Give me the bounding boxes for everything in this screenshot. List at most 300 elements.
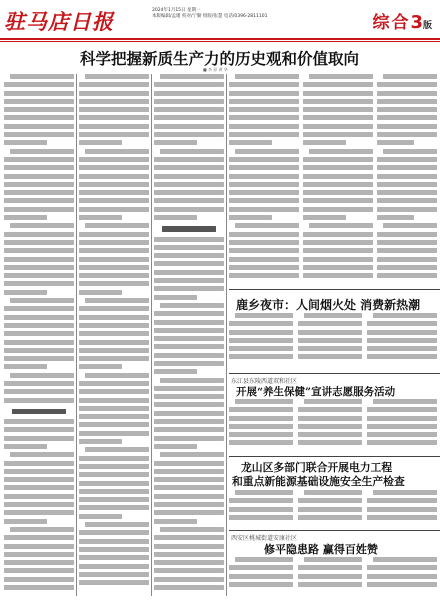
body-text-line bbox=[154, 353, 224, 358]
body-text-line bbox=[154, 91, 224, 96]
body-text-line bbox=[79, 340, 149, 345]
body-text-line bbox=[154, 469, 224, 474]
body-text-line bbox=[303, 157, 373, 162]
body-text-line bbox=[229, 432, 293, 437]
body-text-line bbox=[79, 99, 149, 104]
body-text-line bbox=[367, 354, 437, 359]
article4-column-3 bbox=[367, 490, 437, 528]
body-text-line bbox=[229, 407, 293, 412]
body-text-line bbox=[367, 407, 437, 412]
body-text-line bbox=[79, 315, 149, 320]
body-text-line bbox=[154, 436, 224, 441]
body-text-line bbox=[85, 522, 149, 527]
body-text-line bbox=[4, 568, 74, 573]
body-text-line bbox=[4, 207, 74, 212]
body-text-line bbox=[154, 115, 224, 120]
body-text-line bbox=[79, 381, 149, 386]
body-text-line bbox=[367, 574, 437, 579]
body-text-line bbox=[377, 174, 437, 179]
body-text-line bbox=[229, 257, 299, 262]
body-text-line bbox=[154, 369, 197, 374]
body-text-line bbox=[367, 440, 437, 445]
body-text-line bbox=[229, 82, 299, 87]
article5-column-3 bbox=[367, 557, 437, 596]
article3-column-3 bbox=[367, 399, 437, 453]
body-text-line bbox=[10, 223, 74, 228]
body-text-line bbox=[303, 240, 373, 245]
article2-column-1 bbox=[229, 313, 293, 371]
body-text-line bbox=[377, 198, 437, 203]
article-divider bbox=[229, 289, 440, 290]
body-text-line bbox=[79, 207, 149, 212]
article5-kicker: 西安区桃城街道安康社区 bbox=[231, 535, 298, 542]
body-text-line bbox=[4, 215, 47, 220]
body-text-line bbox=[4, 290, 47, 295]
body-text-line bbox=[79, 248, 149, 253]
body-text-line bbox=[235, 557, 293, 562]
body-text-line bbox=[377, 157, 437, 162]
body-text-line bbox=[4, 364, 47, 369]
body-text-line bbox=[4, 340, 74, 345]
body-text-line bbox=[10, 527, 74, 532]
body-text-line bbox=[298, 321, 362, 326]
body-text-line bbox=[367, 432, 437, 437]
body-text-line bbox=[229, 165, 299, 170]
body-text-line bbox=[235, 74, 299, 79]
lead-column-6 bbox=[377, 74, 437, 286]
body-text-line bbox=[79, 422, 149, 427]
body-text-line bbox=[79, 257, 149, 262]
body-text-line bbox=[367, 498, 437, 503]
body-text-line bbox=[303, 140, 346, 145]
body-text-line bbox=[229, 582, 293, 587]
body-text-line bbox=[4, 510, 74, 515]
body-text-line bbox=[85, 373, 149, 378]
body-text-line bbox=[229, 424, 293, 429]
body-text-line bbox=[4, 257, 74, 262]
article5-title: 修平隐患路 赢得百姓赞 bbox=[264, 543, 378, 556]
article4-column-2 bbox=[298, 490, 362, 528]
body-text-line bbox=[229, 354, 293, 359]
body-text-line bbox=[229, 273, 299, 278]
body-text-line bbox=[303, 132, 373, 137]
body-text-line bbox=[303, 165, 373, 170]
article-divider bbox=[229, 530, 440, 531]
body-text-line bbox=[303, 91, 373, 96]
body-text-line bbox=[303, 174, 373, 179]
body-text-line bbox=[154, 157, 224, 162]
body-text-line bbox=[79, 290, 122, 295]
body-text-line bbox=[377, 82, 437, 87]
body-text-line bbox=[235, 223, 299, 228]
body-text-line bbox=[79, 331, 149, 336]
body-text-line bbox=[154, 245, 224, 250]
body-text-line bbox=[154, 568, 224, 573]
body-text-line bbox=[229, 248, 299, 253]
body-text-line bbox=[79, 182, 149, 187]
editor-line: 本版编辑/孟瑾 校对/宁勤 组版/张慧 电话/0396-2811101 bbox=[152, 14, 268, 19]
body-text-line bbox=[4, 461, 74, 466]
body-text-line bbox=[229, 91, 299, 96]
lead-column-4 bbox=[229, 74, 299, 286]
body-text-line bbox=[79, 572, 149, 577]
body-text-line bbox=[79, 157, 149, 162]
body-text-line bbox=[377, 240, 437, 245]
body-text-line bbox=[229, 174, 299, 179]
body-text-line bbox=[229, 207, 299, 212]
body-text-line bbox=[79, 505, 149, 510]
body-text-line bbox=[229, 265, 299, 270]
body-text-line bbox=[160, 303, 224, 308]
body-text-line bbox=[303, 215, 346, 220]
body-text-line bbox=[154, 320, 224, 325]
body-text-line bbox=[4, 469, 74, 474]
body-text-line bbox=[4, 444, 47, 449]
body-text-line bbox=[160, 74, 224, 79]
body-text-line bbox=[79, 472, 149, 477]
body-text-line bbox=[377, 165, 437, 170]
body-text-line bbox=[4, 419, 74, 424]
body-text-line bbox=[154, 165, 224, 170]
article3-kicker: 东江县东陵西道双和社区 bbox=[231, 378, 298, 385]
body-text-line bbox=[154, 82, 224, 87]
body-text-line bbox=[298, 565, 362, 570]
body-text-line bbox=[4, 182, 74, 187]
column-divider bbox=[151, 74, 152, 596]
body-text-line bbox=[4, 323, 74, 328]
article3-column-2 bbox=[298, 399, 362, 453]
body-text-line bbox=[4, 124, 74, 129]
body-text-line bbox=[229, 338, 293, 343]
body-text-line bbox=[303, 182, 373, 187]
body-text-line bbox=[79, 514, 122, 519]
body-text-line bbox=[303, 198, 373, 203]
body-text-line bbox=[4, 107, 74, 112]
body-text-line bbox=[303, 190, 373, 195]
body-text-line bbox=[79, 539, 149, 544]
body-text-line bbox=[4, 190, 74, 195]
body-text-line bbox=[229, 574, 293, 579]
column-divider bbox=[226, 74, 227, 596]
body-text-line bbox=[303, 273, 373, 278]
body-text-line bbox=[367, 507, 437, 512]
body-text-line bbox=[79, 281, 149, 286]
body-text-line bbox=[79, 414, 149, 419]
article3-column-1 bbox=[229, 399, 293, 453]
body-text-line bbox=[367, 424, 437, 429]
body-text-line bbox=[367, 338, 437, 343]
body-text-line bbox=[298, 330, 362, 335]
article2-column-3 bbox=[367, 313, 437, 371]
body-text-line bbox=[154, 190, 224, 195]
lead-article-title: 科学把握新质生产力的历史观和价值取向 bbox=[80, 49, 360, 68]
body-text-line bbox=[154, 253, 224, 258]
article-divider bbox=[229, 456, 440, 457]
body-text-line bbox=[79, 140, 122, 145]
body-text-line bbox=[229, 115, 299, 120]
body-text-line bbox=[160, 149, 224, 154]
masthead bbox=[0, 0, 440, 40]
body-text-line bbox=[154, 344, 224, 349]
body-text-line bbox=[79, 132, 149, 137]
body-text-line bbox=[154, 485, 224, 490]
body-text-line bbox=[79, 165, 149, 170]
body-text-line bbox=[377, 124, 437, 129]
body-text-line bbox=[298, 582, 362, 587]
body-text-line bbox=[298, 424, 362, 429]
body-text-line bbox=[373, 399, 437, 404]
body-text-line bbox=[154, 278, 224, 283]
body-text-line bbox=[4, 544, 74, 549]
body-text-line bbox=[154, 560, 224, 565]
body-text-line bbox=[154, 552, 224, 557]
body-text-line bbox=[154, 502, 224, 507]
body-text-line bbox=[79, 406, 149, 411]
body-text-line bbox=[377, 140, 414, 145]
body-text-line bbox=[154, 535, 224, 540]
body-text-line bbox=[303, 99, 373, 104]
body-text-line bbox=[79, 124, 149, 129]
body-text-line bbox=[160, 452, 224, 457]
body-text-line bbox=[4, 115, 74, 120]
body-text-line bbox=[79, 530, 149, 535]
body-text-line bbox=[79, 265, 149, 270]
body-text-line bbox=[85, 149, 149, 154]
body-text-line bbox=[229, 440, 293, 445]
body-text-line bbox=[154, 215, 197, 220]
body-text-line bbox=[4, 477, 74, 482]
body-text-line bbox=[298, 507, 362, 512]
body-text-line bbox=[4, 248, 74, 253]
body-text-line bbox=[229, 515, 293, 520]
issue-info bbox=[152, 8, 362, 20]
body-text-line bbox=[373, 490, 437, 495]
body-text-line bbox=[383, 223, 437, 228]
body-text-line bbox=[79, 82, 149, 87]
body-text-line bbox=[154, 494, 224, 499]
body-text-line bbox=[154, 198, 224, 203]
body-text-line bbox=[304, 490, 362, 495]
body-text-line bbox=[79, 240, 149, 245]
body-text-line bbox=[367, 565, 437, 570]
body-text-line bbox=[4, 82, 74, 87]
body-text-line bbox=[303, 257, 373, 262]
body-text-line bbox=[4, 535, 74, 540]
body-text-line bbox=[79, 555, 149, 560]
body-text-line bbox=[4, 389, 74, 394]
body-text-line bbox=[79, 273, 149, 278]
body-text-line bbox=[4, 140, 47, 145]
body-text-line bbox=[154, 577, 224, 582]
body-text-line bbox=[4, 552, 74, 557]
body-text-line bbox=[154, 510, 224, 515]
body-text-line bbox=[160, 527, 224, 532]
body-text-line bbox=[79, 91, 149, 96]
article4-column-1 bbox=[229, 490, 293, 528]
body-text-line bbox=[377, 190, 437, 195]
body-text-line bbox=[377, 115, 437, 120]
body-text-line bbox=[154, 107, 224, 112]
article5-column-1 bbox=[229, 557, 293, 596]
lead-column-1 bbox=[4, 74, 74, 596]
body-text-line bbox=[154, 477, 224, 482]
body-text-line bbox=[4, 494, 74, 499]
body-text-line bbox=[79, 497, 149, 502]
body-text-line bbox=[154, 336, 224, 341]
body-text-line bbox=[154, 132, 224, 137]
body-text-line bbox=[154, 261, 224, 266]
body-text-line bbox=[229, 232, 299, 237]
body-text-line bbox=[154, 544, 224, 549]
body-text-line bbox=[229, 157, 299, 162]
body-text-line bbox=[79, 323, 149, 328]
body-text-line bbox=[4, 198, 74, 203]
body-text-line bbox=[10, 373, 74, 378]
masthead-thin-rule bbox=[0, 41, 440, 42]
body-text-line bbox=[10, 298, 74, 303]
lead-article-byline: ■ 李 原 黄 华 bbox=[203, 67, 228, 72]
body-text-line bbox=[79, 232, 149, 237]
body-text-line bbox=[377, 273, 437, 278]
body-text-line bbox=[79, 107, 149, 112]
body-text-line bbox=[162, 226, 216, 232]
body-text-line bbox=[298, 432, 362, 437]
body-text-line bbox=[229, 416, 293, 421]
body-text-line bbox=[298, 498, 362, 503]
body-text-line bbox=[367, 515, 437, 520]
body-text-line bbox=[229, 107, 299, 112]
body-text-line bbox=[229, 346, 293, 351]
body-text-line bbox=[303, 107, 373, 112]
body-text-line bbox=[4, 306, 74, 311]
body-text-line bbox=[229, 565, 293, 570]
body-text-line bbox=[377, 232, 437, 237]
body-text-line bbox=[79, 389, 149, 394]
body-text-line bbox=[4, 348, 74, 353]
body-text-line bbox=[85, 223, 149, 228]
body-text-line bbox=[154, 419, 224, 424]
body-text-line bbox=[79, 398, 149, 403]
article-divider bbox=[229, 373, 440, 374]
body-text-line bbox=[12, 409, 66, 415]
body-text-line bbox=[377, 99, 437, 104]
body-text-line bbox=[4, 485, 74, 490]
body-text-line bbox=[235, 399, 293, 404]
body-text-line bbox=[79, 306, 149, 311]
body-text-line bbox=[304, 557, 362, 562]
body-text-line bbox=[4, 331, 74, 336]
body-text-line bbox=[377, 182, 437, 187]
body-text-line bbox=[4, 132, 74, 137]
body-text-line bbox=[154, 585, 224, 590]
body-text-line bbox=[79, 174, 149, 179]
body-text-line bbox=[4, 265, 74, 270]
body-text-line bbox=[229, 507, 293, 512]
body-text-line bbox=[79, 456, 149, 461]
body-text-line bbox=[303, 115, 373, 120]
issue-date: 2024年1月15日 星期一 bbox=[152, 8, 201, 13]
body-text-line bbox=[229, 330, 293, 335]
body-text-line bbox=[79, 364, 122, 369]
body-text-line bbox=[79, 356, 149, 361]
body-text-line bbox=[154, 182, 224, 187]
body-text-line bbox=[367, 330, 437, 335]
body-text-line bbox=[383, 149, 437, 154]
body-text-line bbox=[4, 381, 74, 386]
body-text-line bbox=[235, 490, 293, 495]
masthead-rule bbox=[0, 38, 440, 40]
body-text-line bbox=[377, 257, 437, 262]
body-text-line bbox=[154, 394, 224, 399]
body-text-line bbox=[79, 580, 149, 585]
body-text-line bbox=[377, 91, 437, 96]
body-text-line bbox=[4, 519, 47, 524]
article3-title: 开展“养生保健”宣讲志愿服务活动 bbox=[236, 386, 396, 398]
body-text-line bbox=[79, 547, 149, 552]
body-text-line bbox=[303, 82, 373, 87]
body-text-line bbox=[4, 99, 74, 104]
body-text-line bbox=[4, 560, 74, 565]
body-text-line bbox=[229, 140, 272, 145]
body-text-line bbox=[154, 174, 224, 179]
lead-column-5 bbox=[303, 74, 373, 286]
body-text-line bbox=[154, 519, 197, 524]
body-text-line bbox=[298, 354, 362, 359]
body-text-line bbox=[4, 436, 74, 441]
body-text-line bbox=[154, 461, 224, 466]
body-text-line bbox=[79, 481, 149, 486]
newspaper-logo: 驻马店日报 bbox=[4, 9, 114, 34]
body-text-line bbox=[4, 91, 74, 96]
body-text-line bbox=[304, 399, 362, 404]
body-text-line bbox=[4, 398, 74, 403]
body-text-line bbox=[229, 321, 293, 326]
body-text-line bbox=[367, 582, 437, 587]
body-text-line bbox=[303, 207, 373, 212]
body-text-line bbox=[303, 248, 373, 253]
body-text-line bbox=[229, 190, 299, 195]
body-text-line bbox=[154, 207, 224, 212]
body-text-line bbox=[4, 165, 74, 170]
body-text-line bbox=[229, 240, 299, 245]
body-text-line bbox=[154, 328, 224, 333]
body-text-line bbox=[4, 174, 74, 179]
body-text-line bbox=[367, 346, 437, 351]
body-text-line bbox=[4, 577, 74, 582]
body-text-line bbox=[304, 313, 362, 318]
column-divider bbox=[76, 74, 77, 596]
body-text-line bbox=[79, 439, 122, 444]
body-text-line bbox=[79, 215, 122, 220]
page-unit: 版 bbox=[422, 21, 432, 31]
body-text-line bbox=[303, 265, 373, 270]
body-text-line bbox=[154, 444, 197, 449]
body-text-line bbox=[4, 157, 74, 162]
body-text-line bbox=[383, 74, 437, 79]
body-text-line bbox=[154, 140, 197, 145]
body-text-line bbox=[154, 411, 224, 416]
body-text-line bbox=[10, 74, 74, 79]
body-text-line bbox=[298, 346, 362, 351]
body-text-line bbox=[373, 313, 437, 318]
body-text-line bbox=[154, 386, 224, 391]
lead-column-2 bbox=[79, 74, 149, 596]
body-text-line bbox=[377, 265, 437, 270]
lead-column-3 bbox=[154, 74, 224, 596]
body-text-line bbox=[10, 452, 74, 457]
body-text-line bbox=[4, 585, 74, 590]
page-number: 3 bbox=[410, 12, 423, 33]
